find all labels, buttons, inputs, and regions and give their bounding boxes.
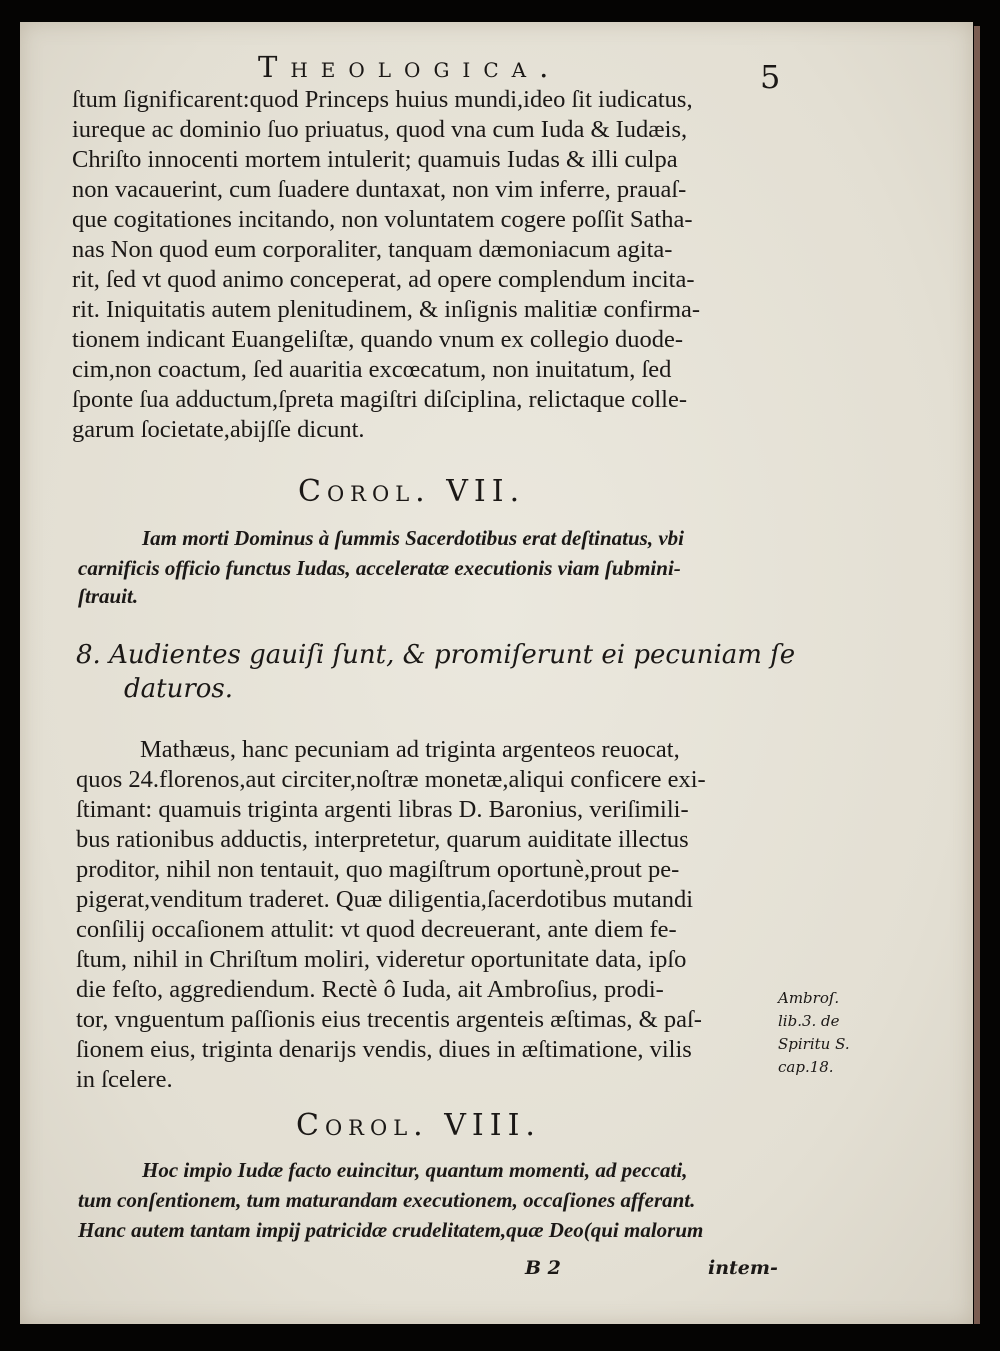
corollary-line: Hanc autem tantam impij patricidæ crudelitatem,quæ Deo(qui malorum	[78, 1218, 704, 1242]
text-line: ſponte ſua adductum,ſpreta magiſtri diſciplina, relictaque colle-	[72, 386, 688, 413]
text-line: ſtum, nihil in Chriſtum moliri, videretur oportunitate data, ipſo	[76, 946, 687, 973]
text-line: tionem indicant Euangeliſtæ, quando vnum ex collegio duode-	[72, 326, 684, 353]
corollary-line: carnificis officio functus Iudas, acceleratæ executionis viam ſubmini-	[78, 556, 681, 580]
signature-mark: B 2	[525, 1257, 561, 1279]
text-line: iureque ac dominio ſuo priuatus, quod vna cum Iuda & Iudæis,	[72, 116, 688, 143]
corollary-line: Hoc impio Iudæ facto euincitur, quantum momenti, ad peccati,	[142, 1158, 688, 1182]
text-line: Mathæus, hanc pecuniam ad triginta argenteos reuocat,	[140, 736, 680, 763]
margin-note-line: lib.3. de	[778, 1012, 840, 1030]
corollary-heading: Corol. VIII.	[296, 1108, 541, 1143]
corollary-line: ſtrauit.	[78, 584, 139, 608]
corollary-line: Iam morti Dominus à ſummis Sacerdotibus erat deſtinatus, vbi	[142, 526, 684, 550]
text-line: die feſto, aggrediendum. Rectè ô Iuda, ait Ambroſius, prodi-	[76, 976, 664, 1003]
marginal-citation	[778, 987, 873, 1079]
text-line: rit, ſed vt quod animo conceperat, ad opere complendum incita-	[72, 266, 695, 293]
text-line: ſionem eius, triginta denarijs vendis, diues in æſtimatione, vilis	[76, 1036, 692, 1063]
margin-note-line: cap.18.	[778, 1058, 834, 1076]
corollary-heading: Corol. VII.	[298, 474, 526, 509]
text-line: quos 24.florenos,aut circiter,noſtræ monetæ,aliqui conficere exi-	[76, 766, 706, 793]
text-line: que cogitationes incitando, non voluntatem cogere poſſit Satha-	[72, 206, 693, 233]
text-line: nas Non quod eum corporaliter, tanquam dæmoniacum agita-	[72, 236, 673, 263]
text-line: in ſcelere.	[76, 1066, 173, 1093]
margin-note-line: Spiritu S.	[778, 1035, 850, 1053]
text-line: conſilij occaſionem attulit: vt quod decreuerant, ante diem fe-	[76, 916, 677, 943]
verse-line: daturos.	[124, 674, 234, 704]
page-edge	[974, 26, 980, 1324]
catchword: intem-	[708, 1257, 778, 1279]
text-line: Chriſto innocenti mortem intulerit; quamuis Iudas & illi culpa	[72, 146, 678, 173]
text-line: rit. Iniquitatis autem plenitudinem, & inſignis malitiæ confirma-	[72, 296, 701, 323]
text-line: ſtimant: quamuis triginta argenti libras D. Baronius, veriſimili-	[76, 796, 689, 823]
margin-note-line: Ambroſ.	[778, 989, 840, 1007]
verse-line: 8. Audientes gauiſi ſunt, & promiſerunt ei pecuniam ſe	[76, 640, 796, 670]
page-number: 5	[760, 58, 781, 96]
text-line: non vacauerint, cum ſuadere duntaxat, non vim inferre, prauaſ-	[72, 176, 687, 203]
text-line: garum ſocietate,abijſſe dicunt.	[72, 416, 365, 443]
text-line: bus rationibus adductis, interpretetur, quarum auiditate illectus	[76, 826, 689, 853]
text-line: ſtum ſignificarent:quod Princeps huius mundi,ideo ſit iudicatus,	[72, 86, 693, 113]
corollary-line: tum conſentionem, tum maturandam executionem, occaſiones afferant.	[78, 1188, 696, 1212]
book-page	[20, 22, 973, 1324]
running-title: Theologica.	[258, 50, 562, 84]
text-line: proditor, nihil non tentauit, quo magiſtrum oportunè,prout pe-	[76, 856, 680, 883]
text-line: cim,non coactum, ſed auaritia excœcatum, non inuitatum, ſed	[72, 356, 672, 383]
text-line: pigerat,venditum traderet. Quæ diligentia,ſacerdotibus mutandi	[76, 886, 694, 913]
text-line: tor, vnguentum paſſionis eius trecentis argenteis æſtimas, & paſ-	[76, 1006, 702, 1033]
